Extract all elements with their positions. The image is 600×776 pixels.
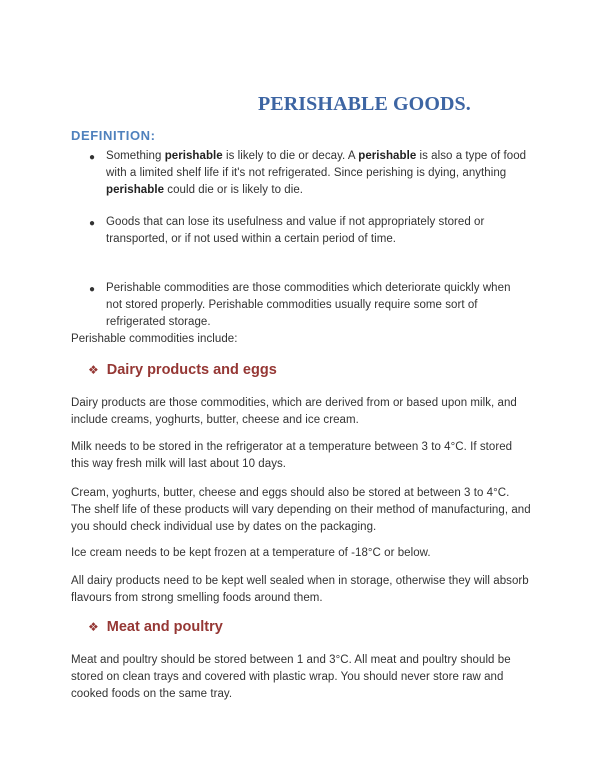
diamond-bullet-icon: ❖ — [88, 363, 99, 377]
definition-heading: DEFINITION: — [71, 128, 156, 143]
diamond-bullet-icon: ❖ — [88, 620, 99, 634]
definition-text — [106, 150, 526, 196]
bold-term: perishable — [358, 150, 417, 162]
definition-item — [87, 214, 527, 248]
dairy-heading-text: Dairy products and eggs — [106, 362, 277, 378]
dairy-heading — [88, 362, 277, 378]
text-run: is also a type of food with a limited shelf life if it's not refrigerated. Since perishing is dying, anything — [106, 150, 527, 179]
dairy-paragraph: Cream, yoghurts, butter, cheese and eggs should also be stored at between 3 to 4°C. The shelf life of these products will vary depending on their method of manufacturing, and you should check individual use by dates on the packaging. — [71, 487, 531, 533]
bullet-icon: ● — [89, 152, 96, 163]
dairy-paragraph: Ice cream needs to be kept frozen at a temperature of -18°C or below. — [71, 547, 431, 559]
bold-term: perishable — [164, 150, 223, 162]
include-intro: Perishable commodities include: — [71, 333, 238, 345]
text-run: could die or is likely to die. — [164, 184, 304, 196]
definition-text — [106, 216, 484, 245]
bullet-icon: ● — [89, 284, 96, 295]
dairy-paragraph: Milk needs to be stored in the refrigerator at a temperature between 3 to 4°C. If stored this way fresh milk will last about 10 days. — [71, 441, 513, 470]
text-run: Something — [106, 150, 165, 162]
bold-term: perishable — [106, 184, 165, 196]
page-title: PERISHABLE GOODS. — [258, 93, 471, 115]
bullet-icon: ● — [89, 218, 96, 229]
definition-list — [87, 148, 527, 345]
text-run: is likely to die or decay. A — [222, 150, 359, 162]
meat-heading — [88, 619, 223, 635]
text-run: Goods that can lose its usefulness and value if not appropriately stored or transported, or if not used within a certain period of time. — [106, 216, 485, 245]
dairy-paragraph: Dairy products are those commodities, which are derived from or based upon milk, and include creams, yoghurts, butter, cheese and ice cream. — [71, 397, 517, 426]
meat-paragraph: Meat and poultry should be stored between 1 and 3°C. All meat and poultry should be stored on clean trays and covered with plastic wrap. You should never store raw and cooked foods on the same tray. — [71, 654, 511, 700]
dairy-paragraph: All dairy products need to be kept well sealed when in storage, otherwise they will absorb flavours from strong smelling foods around them. — [71, 575, 529, 604]
text-run: Perishable commodities are those commodities which deteriorate quickly when not stored properly. Perishable commodities usually require some sort of refrigerated storage. — [106, 282, 511, 328]
definition-item — [87, 148, 527, 199]
meat-heading-text: Meat and poultry — [106, 619, 223, 635]
definition-text — [106, 282, 511, 328]
definition-item — [87, 280, 527, 331]
